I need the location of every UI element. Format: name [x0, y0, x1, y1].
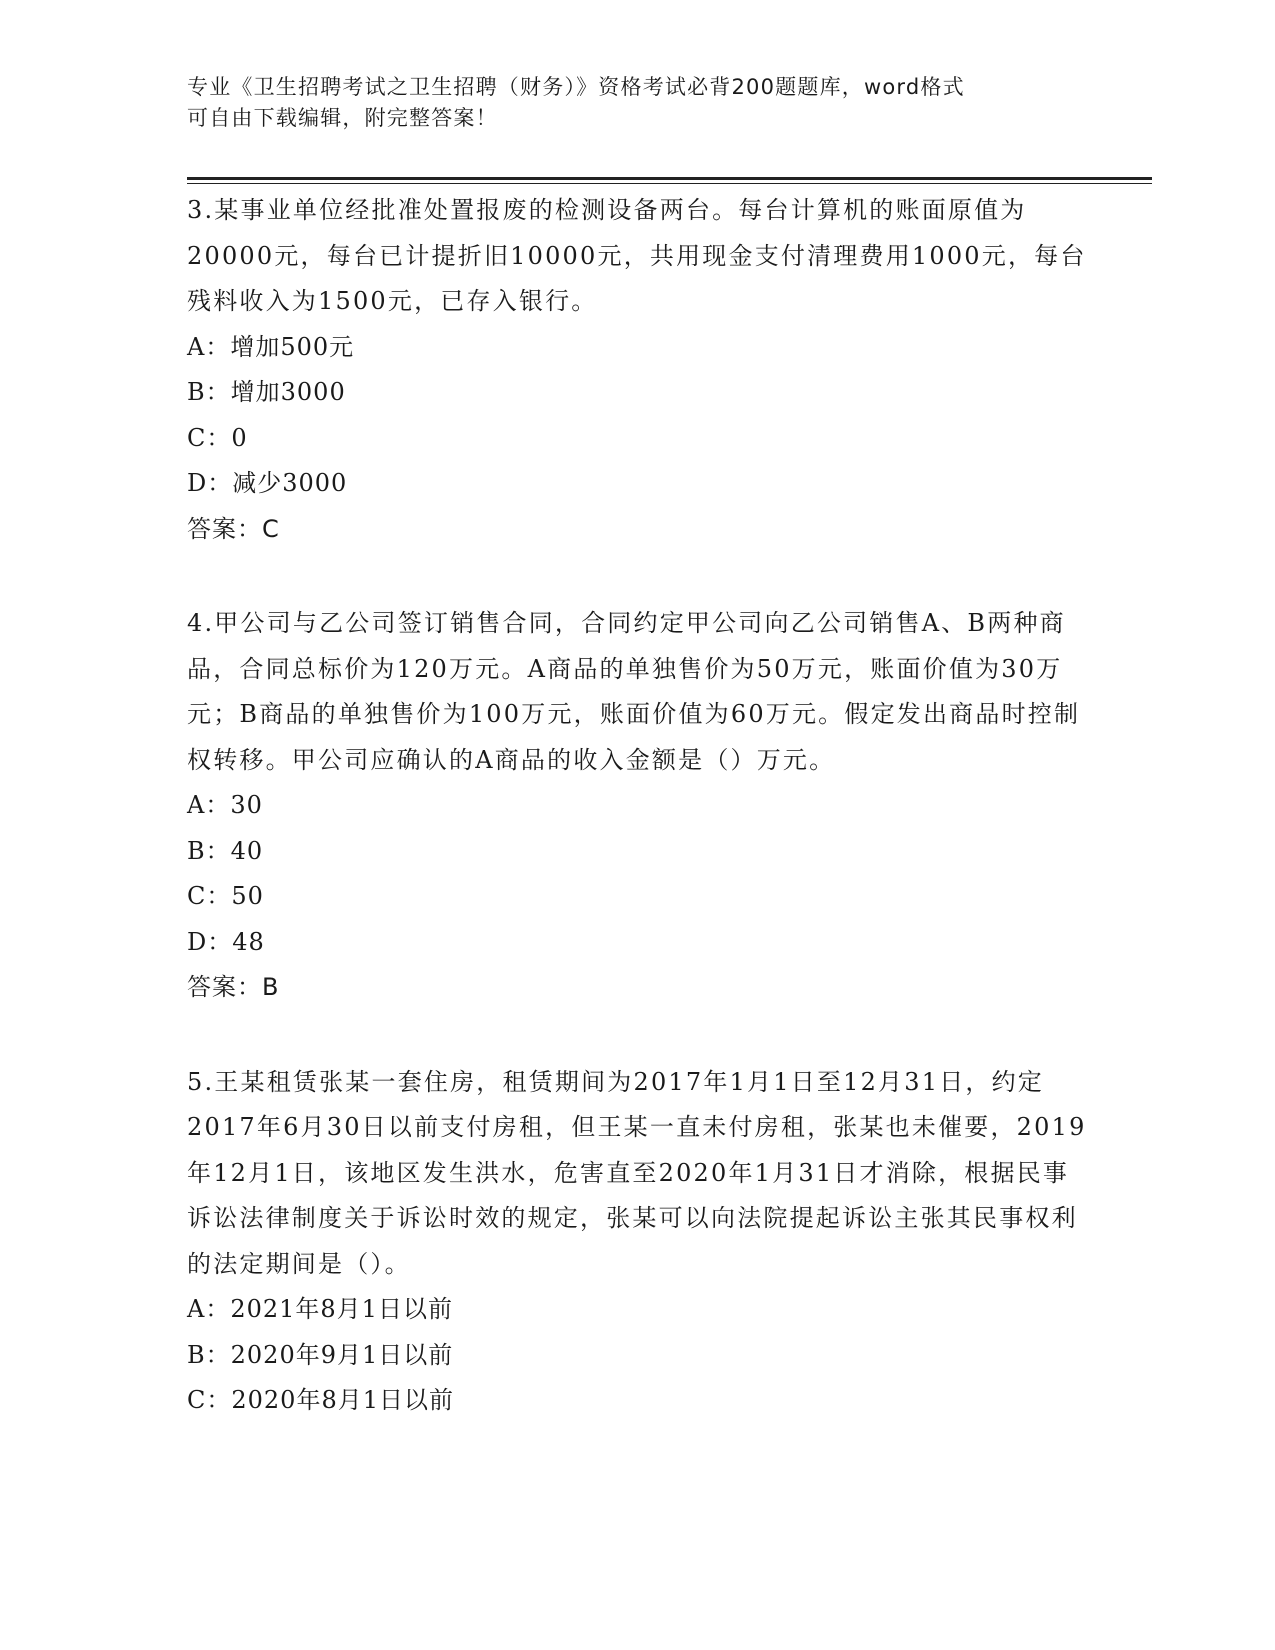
- option-a: A：2021年8月1日以前: [187, 1295, 453, 1323]
- header-divider-thin: [187, 183, 1152, 184]
- header-line-2: 可自由下载编辑，附完整答案！: [187, 106, 498, 130]
- answer-line: 答案：B: [187, 973, 280, 1001]
- question-stem: 3.某事业单位经批准处置报废的检测设备两台。每台计算机的账面原值为20000元，每台已计提折旧10000元，共用现金支付清理费用1000元，每台残料收入为1500元，已存入银行。: [187, 196, 1087, 315]
- option-c: C：0: [187, 423, 248, 452]
- option-b: B：2020年9月1日以前: [187, 1340, 454, 1369]
- question-item: [187, 601, 1087, 1011]
- header-divider-thick: [187, 177, 1152, 180]
- header-line-1: 专业《卫生招聘考试之卫生招聘（财务）》资格考试必背200题题库，word格式: [187, 75, 965, 99]
- option-b: B：40: [187, 836, 264, 865]
- question-stem: 5.王某租赁张某一套住房，租赁期间为2017年1月1日至12月31日，约定2017年6月30日以前支付房租，但王某一直未付房租，张某也未催要，2019年12月1日，该地区发生洪水，危害直至2020年1月31日才消除，根据民事诉讼法律制度关于诉讼时效的规定，张某可以向法院提起诉讼主张其民事权利的法定期间是（）。: [187, 1067, 1087, 1278]
- option-d: D：减少3000: [187, 469, 348, 497]
- answer-line: 答案：C: [187, 514, 280, 543]
- option-b: B：增加3000: [187, 378, 346, 406]
- option-c: C：2020年8月1日以前: [187, 1386, 454, 1414]
- option-c: C：50: [187, 882, 264, 910]
- document-header: [187, 72, 1067, 134]
- question-item: [187, 188, 1087, 552]
- option-d: D：48: [187, 927, 265, 956]
- question-list: [187, 188, 1087, 1473]
- question-stem: 4.甲公司与乙公司签订销售合同，合同约定甲公司向乙公司销售A、B两种商品，合同总标价为120万元。A商品的单独售价为50万元，账面价值为30万元；B商品的单独售价为100万元，账面价值为60万元。假定发出商品时控制权转移。甲公司应确认的A商品的收入金额是（）万元。: [187, 609, 1081, 774]
- option-a: A：增加500元: [187, 332, 355, 361]
- option-a: A：30: [187, 791, 263, 819]
- question-item: [187, 1060, 1087, 1424]
